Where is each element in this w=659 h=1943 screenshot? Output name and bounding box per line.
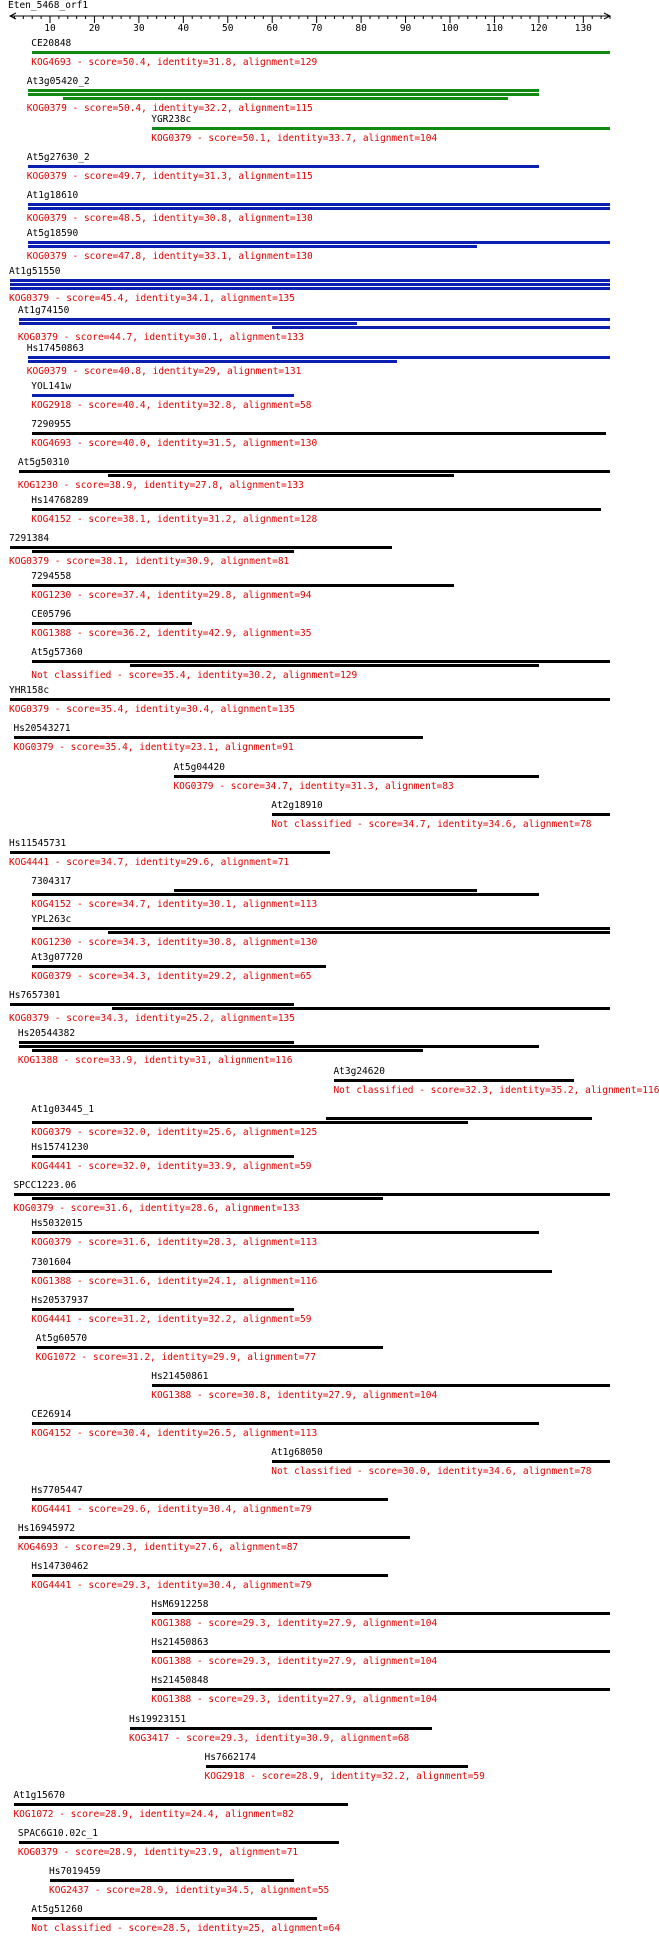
alignment-bar[interactable] <box>32 1155 294 1158</box>
hit-info[interactable]: KOG4693 - score=40.0, identity=31.5, alignment=130 <box>31 437 318 449</box>
alignment-bar[interactable] <box>152 127 610 130</box>
ruler-tick-label: 130 <box>574 23 592 34</box>
hit-info[interactable]: KOG1388 - score=29.3, identity=27.9, alignment=104 <box>151 1694 438 1706</box>
hit-name[interactable]: Hs20543271 <box>13 723 71 735</box>
alignment-bar[interactable] <box>28 360 397 363</box>
hit-info[interactable]: KOG1388 - score=30.8, identity=27.9, alignment=104 <box>151 1389 438 1401</box>
alignment-bar[interactable] <box>19 1041 295 1044</box>
hit-info[interactable]: KOG0379 - score=50.1, identity=33.7, alignment=104 <box>151 133 438 145</box>
alignment-bar[interactable] <box>28 165 539 168</box>
hit-info[interactable]: KOG0379 - score=49.7, identity=31.3, alignment=115 <box>26 171 313 183</box>
hit-name[interactable]: At5g50310 <box>17 456 70 468</box>
hit-name[interactable]: YPL263c <box>31 913 72 925</box>
hit-name[interactable]: Hs19923151 <box>129 1713 187 1725</box>
hit-name[interactable]: At5g04420 <box>173 761 225 773</box>
hit-name[interactable]: At1g18610 <box>26 190 79 202</box>
alignment-bar[interactable] <box>28 245 477 248</box>
hit-name[interactable]: At1g03445_1 <box>31 1104 95 1116</box>
alignment-bar[interactable] <box>32 1197 383 1200</box>
hit-info[interactable]: KOG0379 - score=45.4, identity=34.1, alignment=135 <box>9 293 295 305</box>
hit-name[interactable]: At5g57360 <box>31 647 83 659</box>
alignment-bar[interactable] <box>19 318 610 321</box>
hit-name[interactable]: At5g27630_2 <box>26 152 90 164</box>
ruler-tick-label: 70 <box>310 23 323 34</box>
hit-info[interactable]: KOG0379 - score=34.3, identity=25.2, alignment=135 <box>9 1013 295 1024</box>
alignment-bar[interactable] <box>152 1612 610 1615</box>
alignment-bar[interactable] <box>130 1727 432 1730</box>
hit-info[interactable]: KOG4441 - score=29.3, identity=30.4, alignment=79 <box>31 1580 312 1592</box>
hit-name[interactable]: Hs14730462 <box>31 1561 89 1573</box>
alignment-bar[interactable] <box>37 1346 384 1349</box>
ruler-tick-label: 50 <box>222 23 234 34</box>
alignment-bar[interactable] <box>28 356 610 359</box>
alignment-bar[interactable] <box>10 1003 294 1006</box>
alignment-bar[interactable] <box>28 89 539 92</box>
hit-name[interactable]: Hs20544382 <box>17 1028 76 1040</box>
hit-name[interactable]: SPCC1223.06 <box>13 1180 77 1192</box>
hit-name[interactable]: CE26914 <box>31 1408 72 1420</box>
alignment-bar[interactable] <box>174 889 476 892</box>
hit-info[interactable]: KOG4693 - score=29.3, identity=27.6, alignment=87 <box>17 1542 299 1554</box>
alignment-bar[interactable] <box>10 698 610 701</box>
hit-info[interactable]: Not classified - score=30.0, identity=34.6, alignment=78 <box>271 1465 592 1477</box>
alignment-bar[interactable] <box>272 326 610 329</box>
alignment-bar[interactable] <box>174 775 538 778</box>
hit-name[interactable]: 7291384 <box>9 533 50 545</box>
hit-name[interactable]: Hs21450861 <box>151 1370 209 1382</box>
alignment-bar[interactable] <box>19 1045 539 1048</box>
alignment-bar[interactable] <box>32 584 454 587</box>
alignment-bar[interactable] <box>32 1049 423 1052</box>
alignment-bar[interactable] <box>272 813 610 816</box>
alignment-bar[interactable] <box>14 1803 347 1806</box>
alignment-bar[interactable] <box>28 207 610 210</box>
ruler-tick-label: 90 <box>399 23 412 34</box>
alignment-bar[interactable] <box>272 1460 610 1463</box>
hit-info[interactable]: Not classified - score=28.5, identity=25, alignment=64 <box>31 1922 341 1934</box>
hit-name[interactable]: Hs11545731 <box>9 837 67 849</box>
hit-info[interactable]: KOG0379 - score=50.4, identity=32.2, alignment=115 <box>26 103 313 115</box>
hit-info[interactable]: KOG1388 - score=29.3, identity=27.9, alignment=104 <box>151 1656 438 1668</box>
hit-info[interactable]: KOG1388 - score=36.2, identity=42.9, alignment=35 <box>31 628 312 640</box>
alignment-bar[interactable] <box>32 432 605 435</box>
hit-name[interactable]: 7304317 <box>31 875 72 887</box>
ruler-tick-label: 100 <box>441 23 459 34</box>
alignment-bar[interactable] <box>152 1688 610 1691</box>
hit-info[interactable]: KOG1230 - score=34.3, identity=30.8, alignment=130 <box>31 936 318 948</box>
hit-name[interactable]: At1g15670 <box>13 1789 65 1801</box>
alignment-bar[interactable] <box>32 660 610 663</box>
hit-info[interactable]: KOG0379 - score=35.4, identity=23.1, alignment=91 <box>13 742 294 754</box>
hit-name[interactable]: 7290955 <box>31 418 72 430</box>
hit-name[interactable]: YHR158c <box>9 685 50 697</box>
alignment-bar[interactable] <box>108 931 610 934</box>
hit-name[interactable]: HsM6912258 <box>151 1599 209 1611</box>
ruler-tick-label: 20 <box>88 23 101 34</box>
hit-name[interactable]: YGR238c <box>151 114 192 126</box>
hit-name[interactable]: Hs14768289 <box>31 494 89 506</box>
hit-info[interactable]: KOG1072 - score=31.2, identity=29.9, alignment=77 <box>35 1351 316 1363</box>
ruler-tick-label: 60 <box>266 23 278 34</box>
hit-info[interactable]: Not classified - score=34.7, identity=34.6, alignment=78 <box>271 818 592 830</box>
hit-name[interactable]: 7294558 <box>31 571 72 583</box>
ruler-tick-label: 80 <box>355 23 367 34</box>
hit-info[interactable]: KOG2918 - score=28.9, identity=32.2, alignment=59 <box>204 1770 485 1782</box>
hit-name[interactable]: Hs7705447 <box>31 1485 83 1497</box>
alignment-bar[interactable] <box>10 546 392 549</box>
alignment-bar[interactable] <box>32 508 601 511</box>
ruler-tick-label: 110 <box>485 23 504 34</box>
alignment-bar[interactable] <box>32 927 610 930</box>
hit-info[interactable]: KOG1388 - score=31.6, identity=24.1, alignment=116 <box>31 1275 318 1287</box>
hit-name[interactable]: At1g74150 <box>17 304 70 316</box>
ruler-tick-label: 10 <box>44 23 56 34</box>
hit-info[interactable]: KOG2918 - score=40.4, identity=32.8, alignment=58 <box>31 399 312 411</box>
alignment-bar[interactable] <box>10 279 610 282</box>
ruler-tick-label: 120 <box>530 23 548 34</box>
alignment-bar[interactable] <box>10 283 610 286</box>
alignment-bar[interactable] <box>108 474 455 477</box>
hit-info[interactable]: KOG1388 - score=33.9, identity=31, alignment=116 <box>17 1055 293 1067</box>
hit-name[interactable]: At5g51260 <box>31 1903 83 1915</box>
alignment-bar[interactable] <box>32 893 539 896</box>
hit-info[interactable]: KOG1230 - score=38.9, identity=27.8, alignment=133 <box>17 479 304 491</box>
alignment-bar[interactable] <box>28 241 610 244</box>
alignment-bar[interactable] <box>10 287 610 290</box>
alignment-bar[interactable] <box>152 1384 610 1387</box>
hit-info[interactable]: KOG1388 - score=29.3, identity=27.9, alignment=104 <box>151 1618 438 1630</box>
hit-name[interactable]: Hs21450863 <box>151 1637 209 1649</box>
alignment-bar[interactable] <box>32 51 610 54</box>
alignment-bar[interactable] <box>14 1193 610 1196</box>
hit-info[interactable]: KOG1072 - score=28.9, identity=24.4, alignment=82 <box>13 1808 294 1820</box>
ruler-tick-label: 40 <box>177 23 190 34</box>
hit-name[interactable]: Hs16945972 <box>17 1523 76 1535</box>
alignment-bar[interactable] <box>50 1879 294 1882</box>
hit-name[interactable]: At1g68050 <box>271 1446 323 1458</box>
hit-info[interactable]: KOG4441 - score=34.7, identity=29.6, alignment=71 <box>9 856 290 868</box>
alignment-bar[interactable] <box>130 664 539 667</box>
hit-name[interactable]: At2g18910 <box>271 799 323 811</box>
hit-name[interactable]: Hs20537937 <box>31 1294 89 1306</box>
alignment-bar[interactable] <box>14 736 423 739</box>
hit-name[interactable]: Hs7662174 <box>204 1751 257 1763</box>
alignment-bar[interactable] <box>19 470 610 473</box>
hit-info[interactable]: KOG0379 - score=34.3, identity=29.2, alignment=65 <box>31 970 312 982</box>
hit-info[interactable]: KOG1230 - score=37.4, identity=29.8, alignment=94 <box>31 590 312 602</box>
hit-name[interactable]: At5g60570 <box>35 1332 88 1344</box>
alignment-bar[interactable] <box>63 97 507 100</box>
alignment-bar[interactable] <box>28 93 539 96</box>
hit-info[interactable]: KOG4441 - score=31.2, identity=32.2, alignment=59 <box>31 1313 312 1325</box>
hit-info[interactable]: KOG0379 - score=40.8, identity=29, alignment=131 <box>26 365 302 377</box>
hit-info[interactable]: KOG0379 - score=31.6, identity=28.3, alignment=113 <box>31 1237 318 1249</box>
hit-info[interactable]: KOG3417 - score=29.3, identity=30.9, alignment=68 <box>129 1732 410 1744</box>
alignment-bar[interactable] <box>32 1917 316 1920</box>
alignment-bar[interactable] <box>28 203 610 206</box>
query-title: Eten_5468_orf1 <box>8 0 89 11</box>
hit-info[interactable]: KOG2437 - score=28.9, identity=34.5, alignment=55 <box>49 1884 330 1896</box>
hit-info[interactable]: KOG0379 - score=28.9, identity=23.9, alignment=71 <box>17 1846 299 1858</box>
alignment-bar[interactable] <box>112 1007 610 1010</box>
hit-name[interactable]: SPAC6G10.02c_1 <box>17 1827 98 1839</box>
hit-name[interactable]: Hs21450848 <box>151 1675 209 1687</box>
alignment-bar[interactable] <box>32 1498 388 1501</box>
hit-info[interactable]: KOG0379 - score=34.7, identity=31.3, alignment=83 <box>173 780 454 792</box>
hit-info[interactable]: KOG0379 - score=47.8, identity=33.1, alignment=130 <box>26 251 313 263</box>
alignment-bar[interactable] <box>32 1422 539 1425</box>
alignment-bar[interactable] <box>32 622 192 625</box>
hit-name[interactable]: Hs15741230 <box>31 1142 89 1154</box>
hit-name[interactable]: At3g24620 <box>333 1066 385 1078</box>
alignment-bar[interactable] <box>19 1536 410 1539</box>
alignment-bar[interactable] <box>32 1574 388 1577</box>
alignment-bar[interactable] <box>19 322 357 325</box>
hit-info[interactable]: KOG4152 - score=30.4, identity=26.5, alignment=113 <box>31 1427 318 1439</box>
alignment-bar[interactable] <box>32 1121 468 1124</box>
hit-info[interactable]: KOG0379 - score=48.5, identity=30.8, alignment=130 <box>26 213 313 225</box>
alignment-bar[interactable] <box>32 965 325 968</box>
hit-name[interactable]: CE05796 <box>31 609 72 621</box>
hit-info[interactable]: Not classified - score=32.3, identity=35.2, alignment=116 <box>333 1085 659 1097</box>
alignment-bar[interactable] <box>32 394 294 397</box>
hit-info[interactable]: Not classified - score=35.4, identity=30.2, alignment=129 <box>31 670 358 682</box>
hit-info[interactable]: KOG0379 - score=31.6, identity=28.6, alignment=133 <box>13 1203 300 1215</box>
alignment-bar[interactable] <box>19 1841 339 1844</box>
hit-info[interactable]: KOG4693 - score=50.4, identity=31.8, alignment=129 <box>31 57 318 68</box>
hit-name[interactable]: Hs7657301 <box>9 990 61 1001</box>
hit-info[interactable]: KOG4152 - score=34.7, identity=30.1, alignment=113 <box>31 898 318 910</box>
alignment-bar[interactable] <box>32 1308 294 1311</box>
hit-name[interactable]: At3g05420_2 <box>26 76 90 88</box>
alignment-bar[interactable] <box>334 1079 574 1082</box>
hit-info[interactable]: KOG4441 - score=29.6, identity=30.4, alignment=79 <box>31 1504 312 1516</box>
alignment-bar[interactable] <box>10 851 330 854</box>
hit-name[interactable]: CE20848 <box>31 38 72 49</box>
hit-info[interactable]: KOG0379 - score=44.7, identity=30.1, alignment=133 <box>17 331 304 343</box>
hit-name[interactable]: 7301604 <box>31 1256 72 1268</box>
hit-name[interactable]: Hs5032015 <box>31 1218 83 1230</box>
hit-info[interactable]: KOG4152 - score=38.1, identity=31.2, alignment=128 <box>31 513 318 525</box>
alignment-bar[interactable] <box>32 1270 552 1273</box>
alignment-bar[interactable] <box>326 1117 593 1120</box>
alignment-bar[interactable] <box>152 1650 610 1653</box>
hit-info[interactable]: KOG0379 - score=32.0, identity=25.6, alignment=125 <box>31 1127 318 1139</box>
hit-name[interactable]: At5g18590 <box>26 228 79 240</box>
hit-info[interactable]: KOG0379 - score=35.4, identity=30.4, alignment=135 <box>9 704 295 716</box>
hit-name[interactable]: At1g51550 <box>9 266 61 278</box>
alignment-bar[interactable] <box>32 550 294 553</box>
hit-name[interactable]: YOL141w <box>31 380 72 392</box>
hit-info[interactable]: KOG0379 - score=38.1, identity=30.9, alignment=81 <box>9 556 290 568</box>
hit-name[interactable]: Hs17450863 <box>26 342 84 354</box>
alignment-bar[interactable] <box>32 1231 539 1234</box>
alignment-bar[interactable] <box>206 1765 468 1768</box>
hit-name[interactable]: Hs7019459 <box>49 1865 101 1877</box>
hit-info[interactable]: KOG4441 - score=32.0, identity=33.9, alignment=59 <box>31 1161 312 1173</box>
hit-name[interactable]: At3g07720 <box>31 951 83 963</box>
ruler-tick-label: 30 <box>133 23 145 34</box>
